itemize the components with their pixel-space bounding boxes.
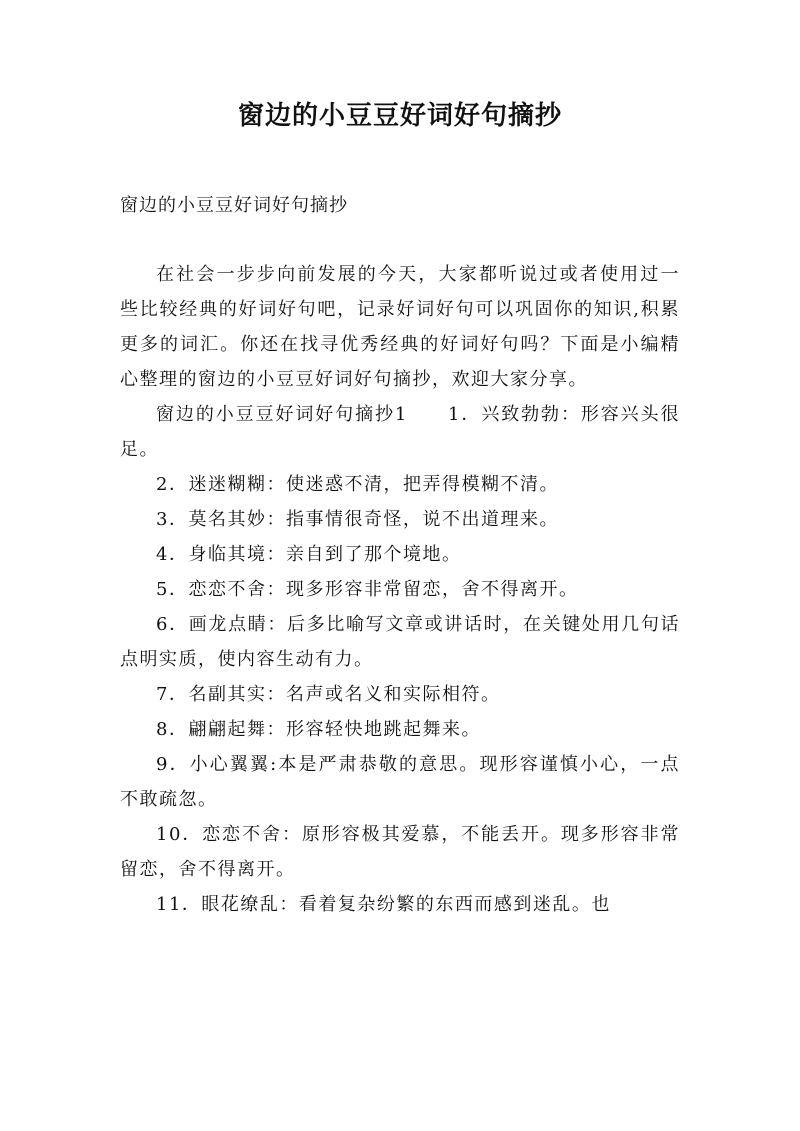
list-item: 5．恋恋不舍：现多形容非常留恋，舍不得离开。 <box>156 579 579 600</box>
list-item: 窗边的小豆豆好词好句摘抄1 1．兴致勃勃：形容兴头很足。 <box>120 404 680 460</box>
document-title: 窗边的小豆豆好词好句摘抄 <box>237 101 562 131</box>
list-item: 11．眼花缭乱：看着复杂纷繁的东西而感到迷乱。也 <box>156 894 611 915</box>
list-item: 3．莫名其妙：指事情很奇怪，说不出道理来。 <box>156 509 559 530</box>
intro-paragraph: 在社会一步步向前发展的今天，大家都听说过或者使用过一些比较经典的好词好句吧，记录好词好句可以巩固你的知识,积累更多的词汇。你还在找寻优秀经典的好词好句吗？下面是小编精心整理的窗边的小豆豆好词好句摘抄，欢迎大家分享。 <box>120 264 680 390</box>
document-subtitle: 窗边的小豆豆好词好句摘抄 <box>120 195 348 216</box>
list-item: 10．恋恋不舍：原形容极其爱慕，不能丢开。现多形容非常留恋，舍不得离开。 <box>120 824 680 880</box>
list-item: 7．名副其实：名声或名义和实际相符。 <box>156 684 501 705</box>
list-item: 2．迷迷糊糊：使迷惑不清，把弄得模糊不清。 <box>156 474 559 495</box>
list-item: 4．身临其境：亲自到了那个境地。 <box>156 544 462 565</box>
list-item: 9．小心翼翼:本是严肃恭敬的意思。现形容谨慎小心，一点不敢疏忽。 <box>120 754 680 810</box>
list-item: 6．画龙点睛：后多比喻写文章或讲话时，在关键处用几句话点明实质，使内容生动有力。 <box>120 614 680 670</box>
list-item: 8．翩翩起舞：形容轻快地跳起舞来。 <box>156 719 481 740</box>
document-body <box>120 257 680 922</box>
